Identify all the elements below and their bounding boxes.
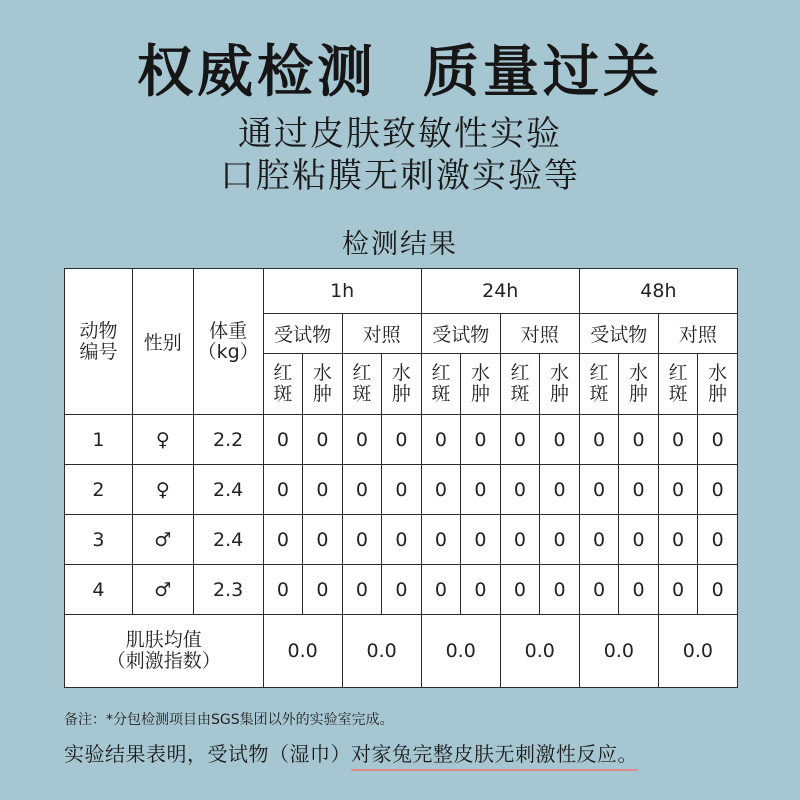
cell-score: 0	[619, 465, 659, 515]
cell-score: 0	[303, 465, 343, 515]
cell-mean-value: 0.0	[579, 615, 658, 688]
header-edema-0	[303, 354, 343, 415]
cell-score: 0	[342, 465, 382, 515]
subtitle-line-2: 口腔粘膜无刺激实验等	[220, 156, 580, 196]
conclusion-prefix: 实验结果表明，受试物（湿巾）	[64, 742, 351, 766]
cell-score: 0	[579, 465, 619, 515]
header-erythema-char: 斑	[510, 383, 530, 405]
header-erythema-char: 红	[431, 362, 451, 384]
header-sex: 性别	[132, 269, 193, 415]
cell-score: 0	[658, 515, 698, 565]
cell-sex: ♂	[132, 565, 193, 615]
table-row	[65, 515, 738, 565]
subtitle-line-1: 通过皮肤致敏性实验	[238, 114, 562, 154]
cell-score: 0	[303, 415, 343, 465]
cell-score: 0	[382, 565, 422, 615]
cell-score: 0	[421, 565, 461, 615]
table-row	[65, 415, 738, 465]
header-erythema-2	[421, 354, 461, 415]
header-edema-3	[540, 354, 580, 415]
header-edema-5	[698, 354, 738, 415]
results-table-container	[64, 268, 738, 687]
header-group-test-1: 受试物	[421, 314, 500, 354]
cell-score: 0	[579, 415, 619, 465]
header-edema-char: 水	[391, 362, 411, 384]
header-time-1h: 1h	[263, 269, 421, 314]
cell-score: 0	[698, 515, 738, 565]
cell-score: 0	[303, 565, 343, 615]
cell-score: 0	[421, 465, 461, 515]
header-edema-char: 肿	[629, 383, 649, 405]
header-group-control-1: 对照	[500, 314, 579, 354]
header-erythema-char: 斑	[352, 383, 372, 405]
cell-score: 0	[540, 515, 580, 565]
cell-weight: 2.3	[193, 565, 263, 615]
cell-weight: 2.2	[193, 415, 263, 465]
header-edema-char: 水	[470, 362, 490, 384]
header-edema-4	[619, 354, 659, 415]
cell-score: 0	[461, 415, 501, 465]
cell-animal-id: 3	[65, 515, 133, 565]
header-erythema-3	[500, 354, 540, 415]
cell-score: 0	[500, 515, 540, 565]
cell-score: 0	[658, 415, 698, 465]
cell-score: 0	[421, 415, 461, 465]
header-group-control-0: 对照	[342, 314, 421, 354]
cell-score: 0	[540, 415, 580, 465]
cell-mean-value: 0.0	[342, 615, 421, 688]
header-edema-1	[382, 354, 422, 415]
footnote: 备注：*分包检测项目由SGS集团以外的实验室完成。	[64, 712, 394, 728]
header-weight-line2: （kg）	[197, 340, 259, 363]
page-title	[0, 28, 800, 108]
results-table	[64, 268, 738, 688]
cell-animal-id: 4	[65, 565, 133, 615]
cell-score: 0	[342, 565, 382, 615]
cell-score: 0	[461, 515, 501, 565]
cell-score: 0	[540, 565, 580, 615]
header-erythema-char: 红	[668, 362, 688, 384]
cell-score: 0	[342, 515, 382, 565]
cell-score: 0	[461, 465, 501, 515]
cell-score: 0	[619, 415, 659, 465]
cell-score: 0	[263, 565, 303, 615]
header-group-control-2: 对照	[658, 314, 737, 354]
conclusion	[64, 738, 638, 767]
cell-score: 0	[421, 515, 461, 565]
mean-label-line1: 肌肤均值	[125, 629, 202, 651]
cell-score: 0	[263, 415, 303, 465]
cell-score: 0	[500, 565, 540, 615]
mean-row	[65, 615, 738, 688]
cell-score: 0	[698, 465, 738, 515]
header-erythema-char: 红	[510, 362, 530, 384]
header-weight	[193, 269, 263, 415]
header-edema-char: 水	[708, 362, 728, 384]
header-time-24h: 24h	[421, 269, 579, 314]
header-erythema-char: 斑	[668, 383, 688, 405]
cell-score: 0	[698, 415, 738, 465]
header-animal-line1: 动物	[79, 319, 118, 342]
cell-score: 0	[658, 465, 698, 515]
cell-score: 0	[342, 415, 382, 465]
cell-mean-value: 0.0	[421, 615, 500, 688]
title-left: 权威检测	[137, 40, 377, 105]
table-caption: 检测结果	[342, 229, 458, 260]
cell-mean-value: 0.0	[658, 615, 737, 688]
header-edema-char: 水	[550, 362, 570, 384]
header-edema-char: 肿	[550, 383, 570, 405]
cell-mean-value: 0.0	[500, 615, 579, 688]
cell-sex: ♀	[132, 415, 193, 465]
cell-score: 0	[382, 415, 422, 465]
cell-animal-id: 1	[65, 415, 133, 465]
header-erythema-char: 斑	[431, 383, 451, 405]
header-erythema-5	[658, 354, 698, 415]
header-edema-char: 水	[629, 362, 649, 384]
cell-score: 0	[619, 565, 659, 615]
header-erythema-char: 红	[589, 362, 609, 384]
header-erythema-char: 红	[352, 362, 372, 384]
cell-score: 0	[263, 465, 303, 515]
header-erythema-1	[342, 354, 382, 415]
cell-sex: ♂	[132, 515, 193, 565]
header-weight-line1: 体重	[209, 319, 248, 342]
header-erythema-0	[263, 354, 303, 415]
header-animal-id	[65, 269, 133, 415]
mean-label-line2: （刺激指数）	[106, 650, 221, 672]
header-edema-char: 肿	[312, 383, 332, 405]
header-edema-char: 肿	[470, 383, 490, 405]
header-group-test-2: 受试物	[579, 314, 658, 354]
cell-sex: ♀	[132, 465, 193, 515]
cell-score: 0	[579, 565, 619, 615]
mean-label	[65, 615, 264, 688]
cell-score: 0	[540, 465, 580, 515]
cell-weight: 2.4	[193, 515, 263, 565]
header-row-time	[65, 269, 738, 314]
cell-score: 0	[619, 515, 659, 565]
table-row	[65, 465, 738, 515]
header-time-48h: 48h	[579, 269, 737, 314]
header-group-test-0: 受试物	[263, 314, 342, 354]
header-animal-line2: 编号	[79, 340, 118, 363]
table-row	[65, 565, 738, 615]
cell-score: 0	[698, 565, 738, 615]
cell-score: 0	[500, 465, 540, 515]
cell-mean-value: 0.0	[263, 615, 342, 688]
cell-score: 0	[303, 515, 343, 565]
title-right: 质量过关	[423, 40, 663, 105]
header-edema-char: 肿	[708, 383, 728, 405]
header-erythema-char: 斑	[273, 383, 293, 405]
conclusion-highlight: 对家兔完整皮肤无刺激性反应。	[351, 742, 638, 771]
cell-animal-id: 2	[65, 465, 133, 515]
cell-score: 0	[461, 565, 501, 615]
cell-weight: 2.4	[193, 465, 263, 515]
header-edema-char: 肿	[391, 383, 411, 405]
cell-score: 0	[382, 465, 422, 515]
header-erythema-char: 斑	[589, 383, 609, 405]
header-erythema-4	[579, 354, 619, 415]
header-edema-char: 水	[312, 362, 332, 384]
cell-score: 0	[382, 515, 422, 565]
header-erythema-char: 红	[273, 362, 293, 384]
cell-score: 0	[500, 415, 540, 465]
cell-score: 0	[579, 515, 619, 565]
cell-score: 0	[658, 565, 698, 615]
cell-score: 0	[263, 515, 303, 565]
header-edema-2	[461, 354, 501, 415]
